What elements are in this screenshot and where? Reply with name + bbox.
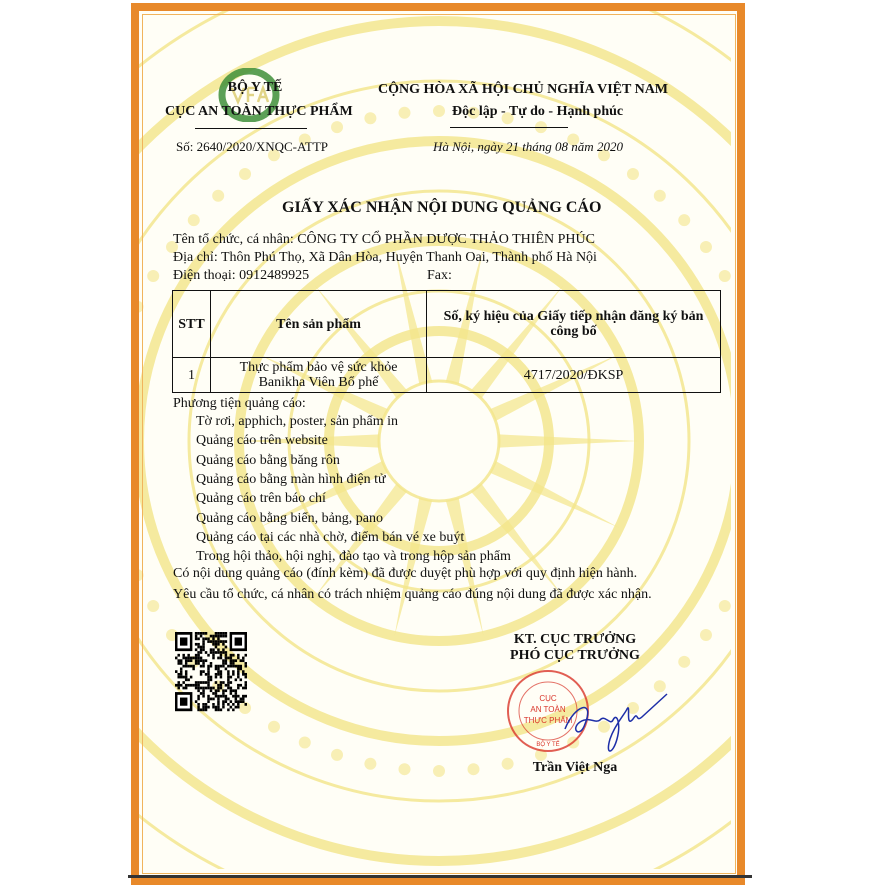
svg-text:BỘ Y TẾ: BỘ Y TẾ xyxy=(536,742,560,748)
motto: Độc lập - Tự do - Hạnh phúc xyxy=(452,104,624,119)
qr-code-icon xyxy=(175,632,247,712)
signature-title-1: KT. CỤC TRƯỞNG xyxy=(513,632,637,647)
statement-approved: Có nội dung quảng cáo (đính kèm) đã được duyệt phù hợp với quy định hiện hành. xyxy=(173,566,638,581)
country-name: CỘNG HÒA XÃ HỘI CHỦ NGHĨA VIỆT NAM xyxy=(378,82,669,97)
svg-text:CỤC: CỤC xyxy=(539,694,557,703)
product-line2: Banikha Viên Bổ phế xyxy=(258,375,379,390)
cell-stt: 1 xyxy=(173,358,211,393)
header-rule-right xyxy=(450,127,568,128)
media-item: Quảng cáo trên báo chí xyxy=(196,491,326,507)
table-header-row xyxy=(173,291,721,358)
media-item: Quảng cáo bằng màn hình điện tử xyxy=(196,471,386,487)
document-title: GIẤY XÁC NHẬN NỘI DUNG QUẢNG CÁO xyxy=(282,199,602,216)
statement-responsibility: Yêu cầu tổ chức, cá nhân có trách nhiệm quảng cáo đúng nội dung đã được xác nhận. xyxy=(173,587,652,602)
fax: Fax: xyxy=(427,268,452,283)
signer-name: Trần Việt Nga xyxy=(532,760,618,775)
product-table xyxy=(172,290,721,393)
media-item: Quảng cáo bằng biển, bảng, pano xyxy=(196,510,383,526)
svg-text:THỰC PHẨM: THỰC PHẨM xyxy=(523,716,573,725)
ministry-name: BỘ Y TẾ xyxy=(227,80,283,95)
cell-product xyxy=(211,358,427,393)
phone: Điện thoại: 0912489925 xyxy=(173,268,310,283)
media-item: Quảng cáo bằng băng rôn xyxy=(196,452,340,468)
product-line1: Thực phẩm bảo vệ sức khỏe xyxy=(239,360,398,375)
header-stt: STT xyxy=(173,291,211,358)
svg-text:AN TOÀN: AN TOÀN xyxy=(530,705,566,714)
media-label: Phương tiện quảng cáo: xyxy=(173,396,306,411)
address: Địa chỉ: Thôn Phú Thọ, Xã Dân Hòa, Huyện Thanh Oai, Thành phố Hà Nội xyxy=(173,250,597,265)
media-item: Quảng cáo trên website xyxy=(196,433,328,449)
agency-name: CỤC AN TOÀN THỰC PHẨM xyxy=(165,104,353,119)
header-registration: Số, ký hiệu của Giấy tiếp nhận đăng ký bản công bố xyxy=(427,291,721,358)
signature-title-2: PHÓ CỤC TRƯỞNG xyxy=(510,648,640,663)
header-product: Tên sản phẩm xyxy=(211,291,427,358)
org-name: Tên tổ chức, cá nhân: CÔNG TY CỔ PHẦN DƯỢC THẢO THIÊN PHÚC xyxy=(173,232,595,247)
cell-registration: 4717/2020/ĐKSP xyxy=(427,358,721,393)
table-row xyxy=(173,358,721,393)
place-date: Hà Nội, ngày 21 tháng 08 năm 2020 xyxy=(433,139,623,154)
handwritten-signature xyxy=(555,684,675,759)
document-number: Số: 2640/2020/XNQC-ATTP xyxy=(176,139,329,154)
media-item: Tờ rơi, apphich, poster, sản phẩm in xyxy=(196,414,399,429)
media-item: Quảng cáo tại các nhà chờ, điểm bán vé xe buýt xyxy=(196,529,465,545)
media-item: Trong hội thảo, hội nghị, đào tạo và trong hộp sản phẩm xyxy=(196,549,511,565)
header-rule-left xyxy=(195,128,307,129)
